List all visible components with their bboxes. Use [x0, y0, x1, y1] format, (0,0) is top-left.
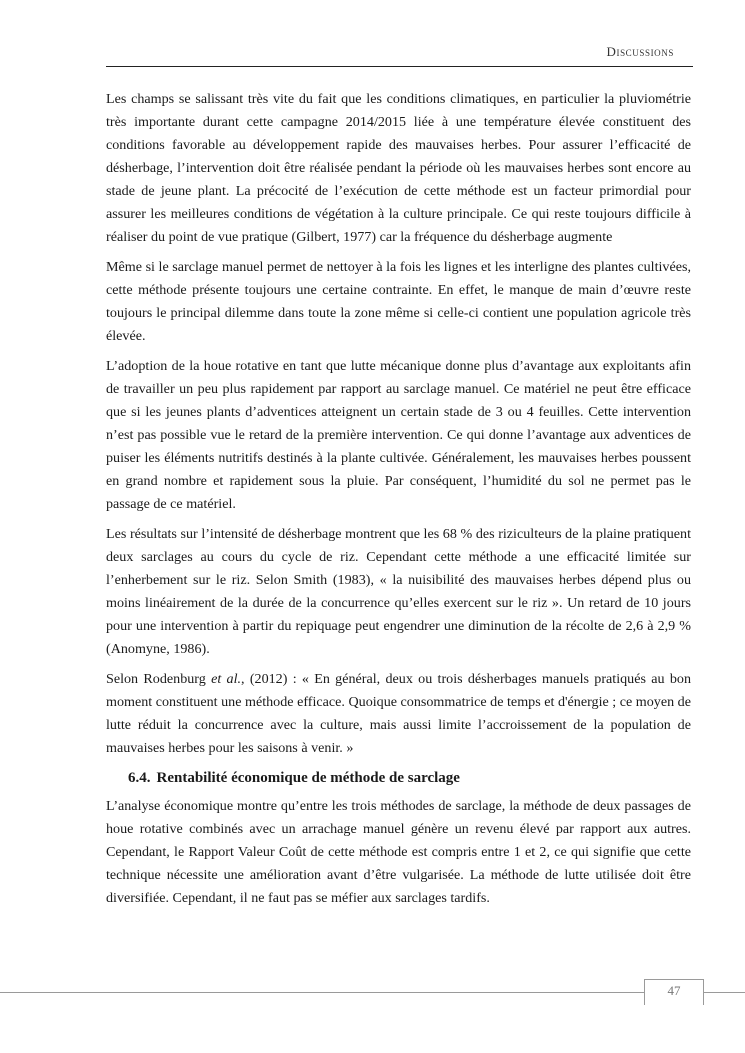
quote-etal: et al.: [211, 671, 242, 687]
section-number: 6.4.: [128, 770, 151, 786]
footer-divider: [0, 992, 745, 993]
quote-text: , (2012) : « En général, deux ou trois désherbages manuels pratiqués au bon moment constituent une méthode efficace. Quoique consommatrice de temps et d'énergie ; ce moyen de lutte réduit la concurrence avec la culture, mais aussi limite l’accroissement de la population de mauvaises herbes pour les saisons à venir. »: [106, 671, 691, 756]
quote-prefix: Selon Rodenburg: [106, 671, 212, 687]
paragraph-rotary-hoe: L’adoption de la houe rotative en tant que lutte mécanique donne plus d’avantage aux exploitants afin de travailler un peu plus rapidement par rapport au sarclage manuel. Ce matériel ne peut être efficace que si les jeunes plants d’adventices atteignent un certain stade de 3 ou 4 feuilles. Cette intervention n’est pas possible vue le retard de la première intervention. Ce qui donne l’avantage aux adventices de puiser les éléments nutritifs destinés à la plante cultivée. Généralement, les mauvaises herbes poussent en grand nombre et rapidement sous la pluie. Par conséquent, l’humidité du sol ne permet pas le passage de ce matériel.: [106, 358, 691, 512]
paragraph-economic-analysis: L’analyse économique montre qu’entre les trois méthodes de sarclage, la méthode de deux passages de houe rotative combinés avec un arrachage manuel génère un revenu élevé par rapport aux autres. Cependant, le Rapport Valeur Coût de cette méthode est compris entre 1 et 2, ce qui signifie que cette technique nécessite une amélioration avant d’être vulgarisée. La méthode de lutte utilisée doit être diversifiée. Cependant, il ne faut pas se méfier aux sarclages tardifs.: [106, 798, 691, 906]
section-heading: [128, 767, 691, 789]
page-number: 47: [644, 979, 704, 1005]
header-divider: [106, 66, 693, 67]
paragraph-manual-weeding: Même si le sarclage manuel permet de nettoyer à la fois les lignes et les interligne des plantes cultivées, cette méthode présente toujours une certaine contrainte. En effet, le manque de main d’œuvre reste toujours le principal dilemme dans toute la zone même si celle-ci contient une population agricole très élevée.: [106, 259, 691, 344]
page-body: [106, 88, 691, 917]
paragraph-weeding-results: Les résultats sur l’intensité de désherbage montrent que les 68 % des riziculteurs de la plaine pratiquent deux sarclages au cours du cycle de riz. Cependant cette méthode a une efficacité limitée sur l’enherbement sur le riz. Selon Smith (1983), « la nuisibilité des mauvaises herbes dépend plus ou moins linéairement de la durée de la concurrence qu’elles exercent sur le riz ». Un retard de 10 jours pour une intervention à partir du repiquage peut engendrer une diminution de la récolte de 2,6 à 2,9 % (Anomyne, 1986).: [106, 526, 691, 657]
section-title: Rentabilité économique de méthode de sarclage: [156, 770, 460, 786]
paragraph-rodenburg-quote: [106, 668, 691, 760]
paragraph-weeding-timing: Les champs se salissant très vite du fait que les conditions climatiques, en particulier la pluviométrie très importante durant cette campagne 2014/2015 liée à une température élevée constituent des conditions favorable au développement rapide des mauvaises herbes. Pour assurer l’efficacité de désherbage, l’intervention doit être réalisée pendant la période où les mauvaises herbes sont encore au stade de jeune plant. La précocité de l’exécution de cette méthode est un facteur primordial pour assurer les meilleures conditions de végétation à la culture principale. Ce qui reste toujours difficile à réaliser du point de vue pratique (Gilbert, 1977) car la fréquence du désherbage augmente: [106, 91, 691, 245]
running-header-title: Discussions: [606, 44, 674, 59]
